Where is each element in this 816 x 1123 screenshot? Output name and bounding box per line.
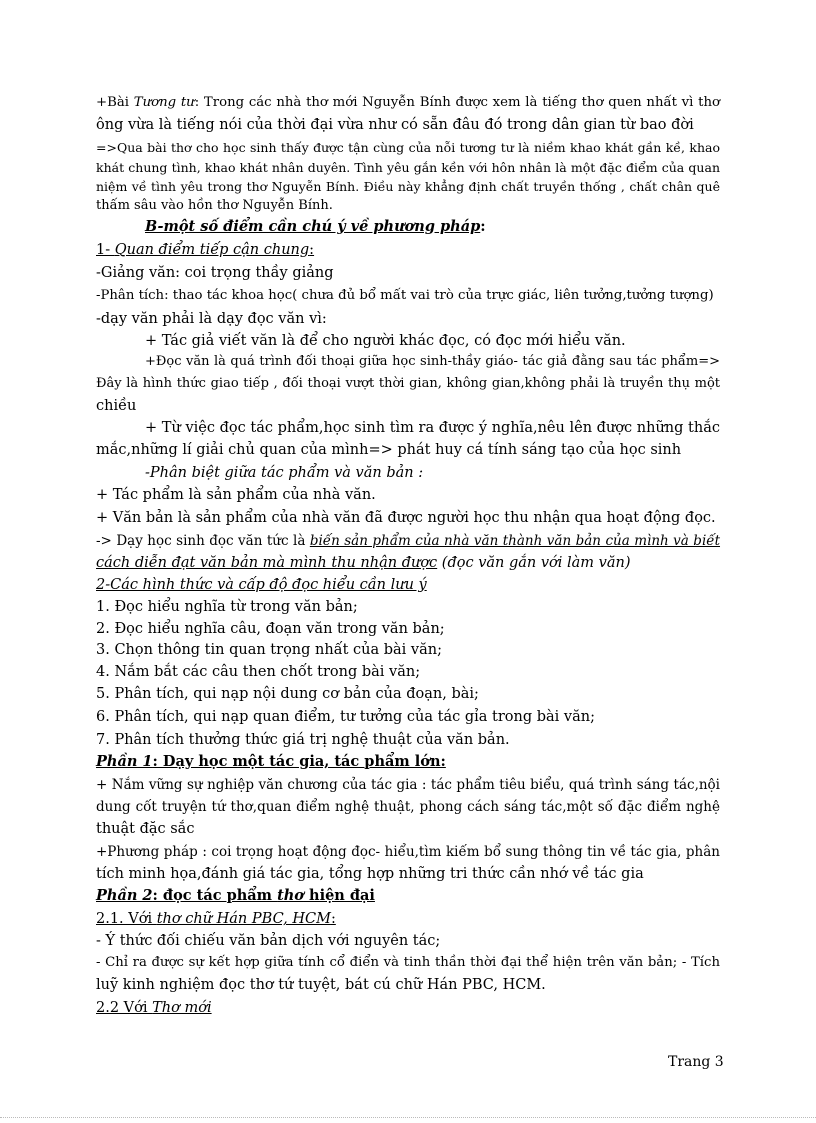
text-line: - Ý thức đối chiếu văn bản dịch với nguyên tác; (96, 933, 441, 949)
list-item: 6. Phân tích, qui nạp quan điểm, tư tưởng của tác gỉa trong bài văn; (96, 709, 595, 725)
text-line: mắc,những lí giải chủ quan của mình=> phát huy cá tính sáng tạo của học sinh (96, 442, 682, 458)
text-line: + Tác phẩm là sản phẩm của nhà văn. (96, 487, 376, 503)
paragraph-line: ông vừa là tiếng nói của thời đại vừa như có sẵn đâu đó trong dân gian từ bao đời (96, 117, 694, 133)
text-line: + Tác giả viết văn là để cho người khác đọc, có đọc mới hiểu văn. (145, 333, 626, 349)
text-line: thuật đặc sắc (96, 821, 195, 837)
page-number: Trang 3 (668, 1054, 724, 1070)
paragraph-line: thấm sâu vào hồn thơ Nguyễn Bính. (96, 198, 333, 213)
page-bottom-divider (0, 1117, 816, 1118)
text-line: dung cốt truyện tứ thơ,quan điểm nghệ thuật, phong cách sáng tác,một số đặc điểm nghệ (96, 799, 720, 815)
list-item: 5. Phân tích, qui nạp nội dung cơ bản của đoạn, bài; (96, 686, 479, 702)
paragraph-line: niệm về tình yêu trong thơ Nguyễn Bính. Điều này khẳng định chất truyền thống , chất chân quê (96, 179, 720, 194)
text-line: cách diễn đạt văn bản mà mình thu nhận được (đọc văn gắn với làm văn) (96, 555, 631, 571)
text-line: Đây là hình thức giao tiếp , đối thoại vượt thời gian, không gian,không phải là truyền thụ một (96, 376, 720, 391)
part-heading: Phần 1: Dạy học một tác gia, tác phẩm lớn: (96, 753, 446, 770)
part-heading: Phần 2: đọc tác phẩm thơ hiện đại (96, 887, 375, 904)
text-line: chiều (96, 398, 137, 414)
list-item: 4. Nắm bắt các câu then chốt trong bài văn; (96, 664, 421, 680)
text-line: tích minh họa,đánh giá tác gia, tổng hợp những tri thức cần nhớ về tác gia (96, 866, 644, 882)
text-line: - Chỉ ra được sự kết hợp giữa tính cổ điển và tinh thần thời đại thể hiện trên văn bản; - Tích (96, 955, 720, 970)
text-line: -Phân tích: thao tác khoa học( chưa đủ bổ mất vai trò của trực giác, liên tưởng,tưởng tượng) (96, 288, 714, 303)
section-heading: B-một số điểm cần chú ý về phương pháp: (145, 218, 486, 235)
paragraph-line: +Bài Tương tư: Trong các nhà thơ mới Nguyễn Bính được xem là tiếng thơ quen nhất vì thơ (96, 95, 720, 110)
paragraph-line: =>Qua bài thơ cho học sinh thấy được tận cùng của nỗi tương tư là niềm khao khát gần kề, khao (96, 140, 720, 155)
text-line: + Văn bản là sản phẩm của nhà văn đã được người học thu nhận qua hoạt động đọc. (96, 510, 716, 526)
text-line: -Phân biệt giữa tác phẩm và văn bản : (145, 465, 424, 481)
text-line: +Phương pháp : coi trọng hoạt động đọc- hiểu,tìm kiếm bổ sung thông tin về tác gia, phân (96, 844, 720, 860)
list-item: 3. Chọn thông tin quan trọng nhất của bài văn; (96, 642, 442, 658)
subsection-heading: 1- Quan điểm tiếp cận chung: (96, 242, 315, 258)
subsection-heading: 2.1. Với thơ chữ Hán PBC, HCM: (96, 911, 336, 927)
list-item: 1. Đọc hiểu nghĩa từ trong văn bản; (96, 599, 358, 615)
list-item: 7. Phân tích thưởng thức giá trị nghệ thuật của văn bản. (96, 732, 510, 748)
text-line: -> Dạy học sinh đọc văn tức là biến sản phẩm của nhà văn thành văn bản của mình và biết (96, 533, 721, 549)
text-line: -Giảng văn: coi trọng thầy giảng (96, 265, 334, 281)
text-line: + Nắm vững sự nghiệp văn chương của tác gia : tác phẩm tiêu biểu, quá trình sáng tác,nội (96, 777, 720, 793)
subsection-heading: 2.2 Với Thơ mới (96, 1000, 212, 1016)
text-line: +Đọc văn là quá trình đối thoại giữa học sinh-thầy giáo- tác giả đằng sau tác phẩm=> (145, 354, 720, 369)
text-line: + Từ việc đọc tác phẩm,học sinh tìm ra được ý nghĩa,nêu lên được những thắc (145, 420, 720, 436)
list-item: 2. Đọc hiểu nghĩa câu, đoạn văn trong văn bản; (96, 621, 445, 637)
text-line: luỹ kinh nghiệm đọc thơ tứ tuyệt, bát cú chữ Hán PBC, HCM. (96, 977, 546, 993)
text-line: -dạy văn phải là dạy đọc văn vì: (96, 311, 327, 327)
subsection-heading: 2-Các hình thức và cấp độ đọc hiểu cần lưu ý (96, 577, 427, 593)
paragraph-line: khát chung tình, khao khát nhân duyên. Tình yêu gắn kền với hôn nhân là một đặc điểm của quan (96, 160, 720, 175)
